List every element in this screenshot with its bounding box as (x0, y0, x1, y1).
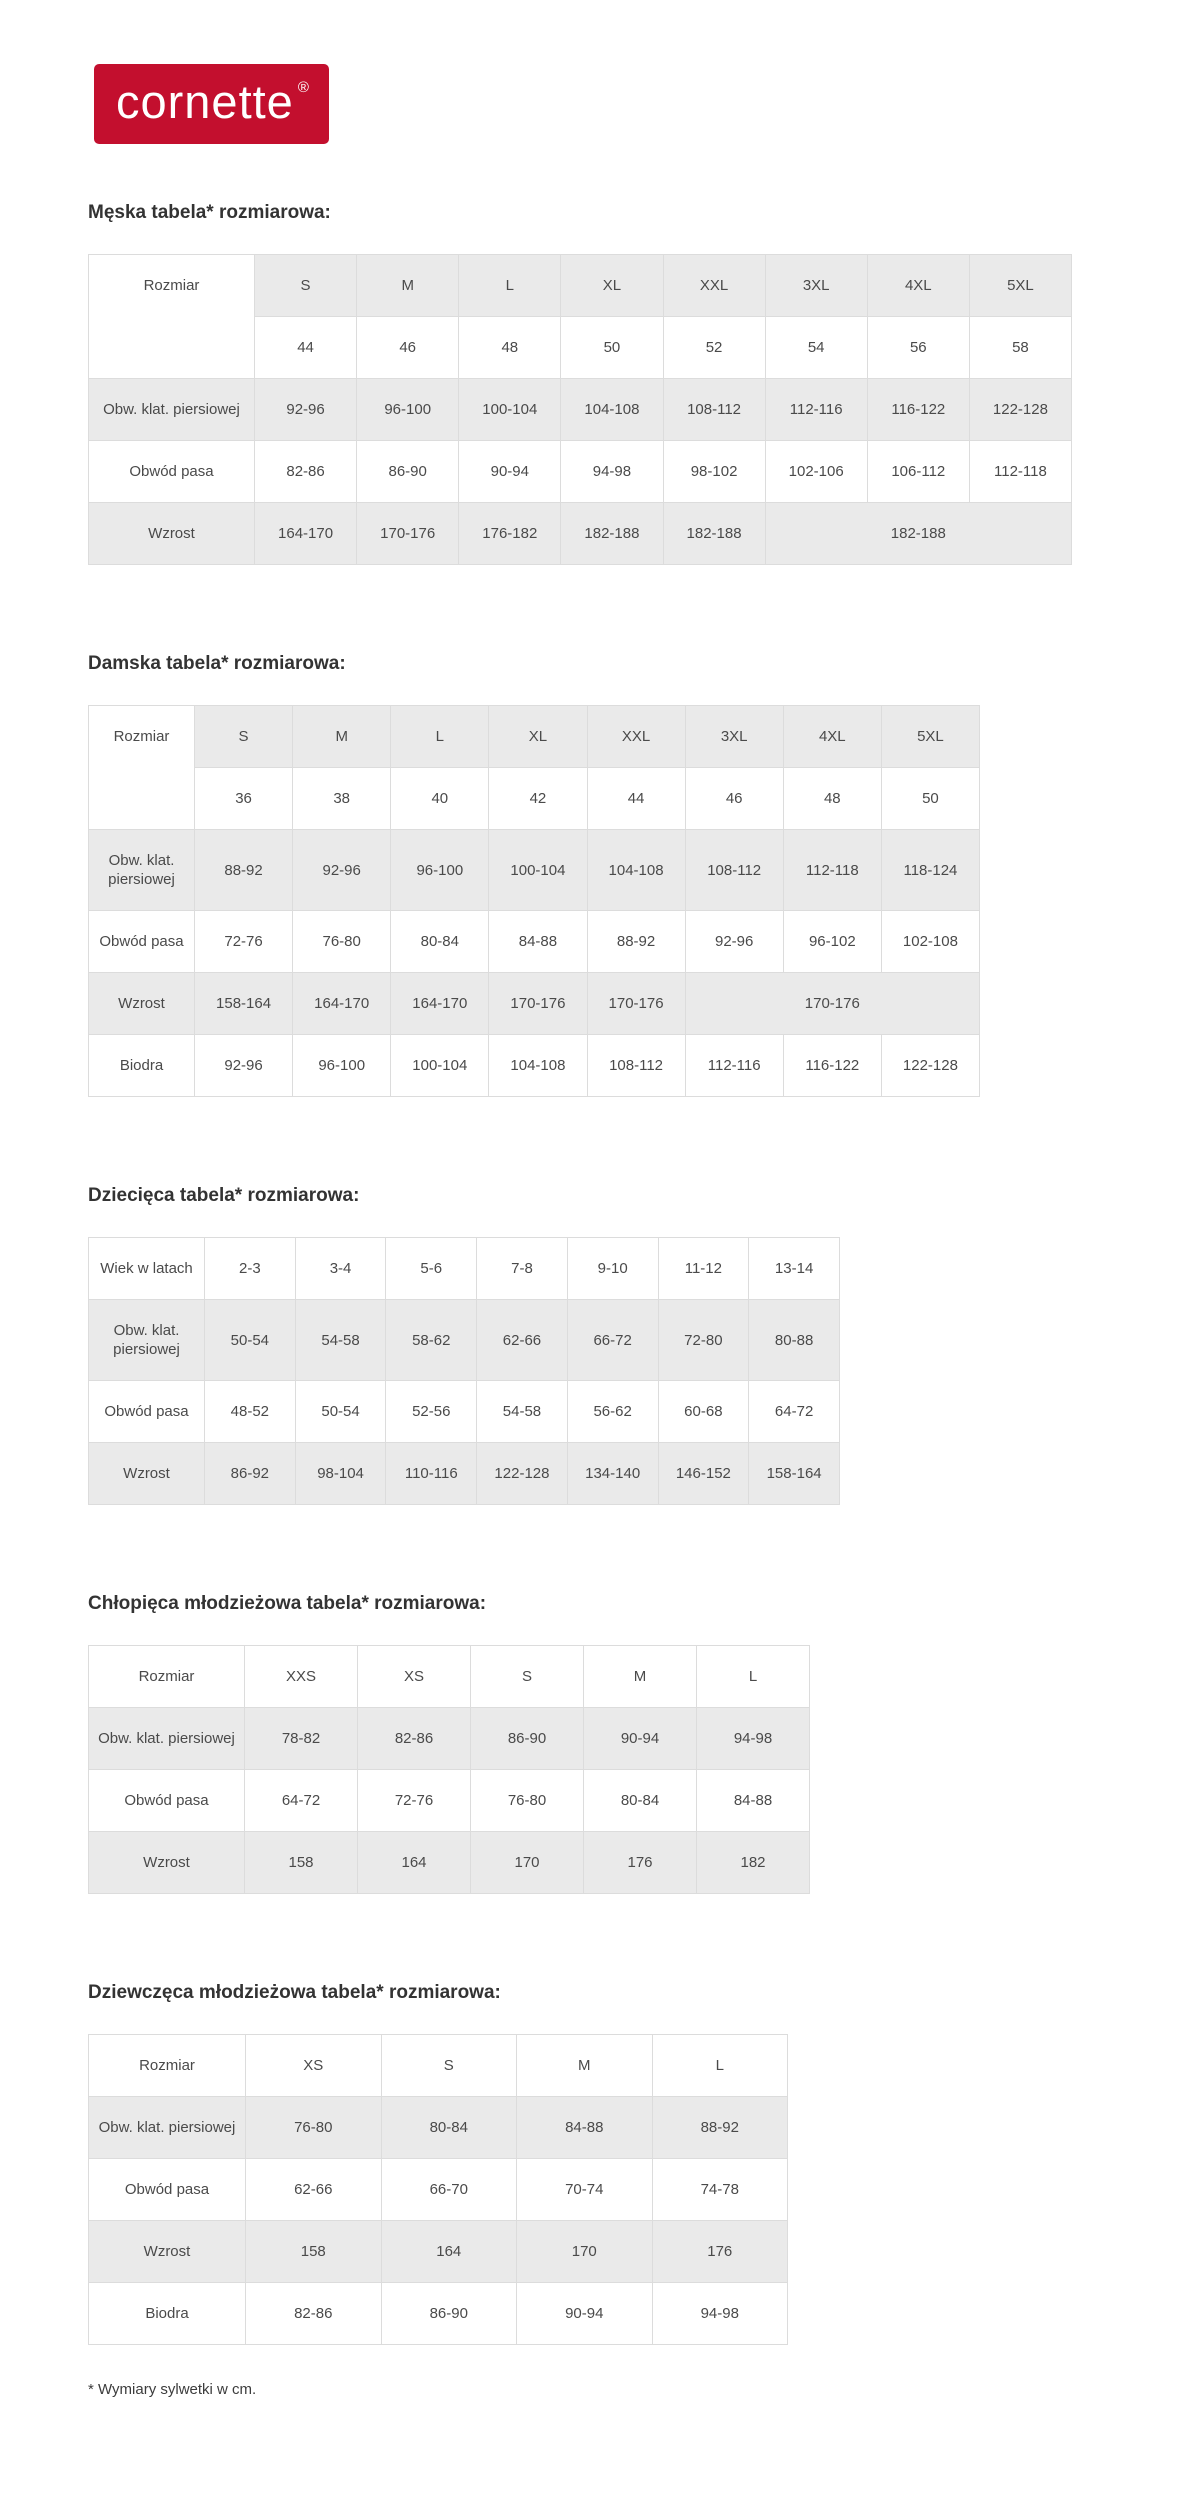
size-number-cell: 46 (357, 317, 459, 379)
measurement-label-cell: Wzrost (89, 973, 195, 1035)
measurement-value-cell: 58-62 (386, 1300, 477, 1381)
section-title-women: Damska tabela* rozmiarowa: (88, 653, 346, 674)
measurement-value-cell: 112-116 (765, 379, 867, 441)
measurement-value-cell: 96-100 (391, 830, 489, 911)
size-letter-cell: S (381, 2035, 517, 2097)
measurement-value-cell: 76-80 (471, 1770, 584, 1832)
measurement-value-cell: 98-102 (663, 441, 765, 503)
measurement-value-cell: 158 (246, 2221, 382, 2283)
size-letter-cell: 11-12 (658, 1238, 749, 1300)
measurement-label-cell: Obw. klat. piersiowej (89, 379, 255, 441)
measurement-value-cell: 164-170 (293, 973, 391, 1035)
measurement-value-cell: 90-94 (459, 441, 561, 503)
measurement-value-cell: 80-88 (749, 1300, 840, 1381)
size-table-girls (88, 2034, 788, 2345)
measurement-value-cell: 170 (517, 2221, 653, 2283)
measurement-value-cell: 70-74 (517, 2159, 653, 2221)
size-number-cell: 38 (293, 768, 391, 830)
measurement-value-cell: 90-94 (517, 2283, 653, 2345)
measurement-value-cell: 86-90 (357, 441, 459, 503)
size-number-cell: 58 (969, 317, 1071, 379)
measurement-value-cell: 82-86 (255, 441, 357, 503)
measurement-value-cell: 78-82 (245, 1708, 358, 1770)
measurement-value-cell: 158-164 (749, 1443, 840, 1505)
measurement-value-cell: 170-176 (587, 973, 685, 1035)
measurement-value-cell: 100-104 (489, 830, 587, 911)
measurement-value-cell: 182-188 (765, 503, 1071, 565)
measurement-value-cell: 104-108 (587, 830, 685, 911)
size-letter-cell: 3XL (765, 255, 867, 317)
table-row (89, 2097, 788, 2159)
size-letter-cell: XS (246, 2035, 382, 2097)
measurement-value-cell: 116-122 (867, 379, 969, 441)
size-letter-cell: S (195, 706, 293, 768)
measurement-value-cell: 164-170 (391, 973, 489, 1035)
measurement-value-cell: 86-90 (381, 2283, 517, 2345)
size-letter-cell: 3-4 (295, 1238, 386, 1300)
size-letter-cell: 7-8 (477, 1238, 568, 1300)
measurement-value-cell: 82-86 (246, 2283, 382, 2345)
size-letter-cell: M (357, 255, 459, 317)
size-letter-cell: L (391, 706, 489, 768)
measurement-value-cell: 122-128 (969, 379, 1071, 441)
measurement-value-cell: 62-66 (246, 2159, 382, 2221)
size-number-cell: 50 (881, 768, 979, 830)
measurement-value-cell: 86-92 (205, 1443, 296, 1505)
measurement-value-cell: 112-116 (685, 1035, 783, 1097)
size-letter-cell: XXS (245, 1646, 358, 1708)
measurement-value-cell: 176 (584, 1832, 697, 1894)
measurement-value-cell: 96-100 (293, 1035, 391, 1097)
size-letter-cell: XL (489, 706, 587, 768)
table-row (89, 911, 980, 973)
corner-cell: Rozmiar (89, 706, 195, 830)
measurement-value-cell: 92-96 (195, 1035, 293, 1097)
size-letter-cell: L (697, 1646, 810, 1708)
measurement-value-cell: 50-54 (205, 1300, 296, 1381)
measurement-value-cell: 72-80 (658, 1300, 749, 1381)
section-title-men: Męska tabela* rozmiarowa: (88, 202, 331, 223)
measurement-value-cell: 110-116 (386, 1443, 477, 1505)
measurement-value-cell: 62-66 (477, 1300, 568, 1381)
measurement-value-cell: 84-88 (517, 2097, 653, 2159)
measurement-value-cell: 134-140 (567, 1443, 658, 1505)
page-header (0, 0, 1193, 144)
section-title-boys: Chłopięca młodzieżowa tabela* rozmiarowa: (88, 1593, 487, 1614)
measurement-value-cell: 90-94 (584, 1708, 697, 1770)
header-row (89, 1238, 840, 1300)
size-number-cell: 46 (685, 768, 783, 830)
size-letter-cell: 9-10 (567, 1238, 658, 1300)
measurement-value-cell: 146-152 (658, 1443, 749, 1505)
measurement-label-cell: Biodra (89, 2283, 246, 2345)
size-number-cell: 50 (561, 317, 663, 379)
table-row (89, 1300, 840, 1381)
size-number-cell: 40 (391, 768, 489, 830)
measurement-label-cell: Wzrost (89, 503, 255, 565)
measurement-value-cell: 122-128 (881, 1035, 979, 1097)
size-table-boys (88, 1645, 810, 1894)
measurement-value-cell: 108-112 (587, 1035, 685, 1097)
brand-logo[interactable] (94, 64, 329, 144)
measurement-value-cell: 164-170 (255, 503, 357, 565)
table-row (89, 379, 1072, 441)
measurement-value-cell: 88-92 (195, 830, 293, 911)
table-row (89, 1708, 810, 1770)
table-row (89, 503, 1072, 565)
measurement-value-cell: 102-108 (881, 911, 979, 973)
measurement-label-cell: Obwód pasa (89, 911, 195, 973)
measurement-label-cell: Obwód pasa (89, 441, 255, 503)
size-number-cell: 48 (459, 317, 561, 379)
corner-cell: Rozmiar (89, 255, 255, 379)
header-row (89, 1646, 810, 1708)
measurement-value-cell: 92-96 (685, 911, 783, 973)
measurement-value-cell: 52-56 (386, 1381, 477, 1443)
size-letter-cell: XXL (663, 255, 765, 317)
table-row (89, 1381, 840, 1443)
measurement-value-cell: 88-92 (652, 2097, 788, 2159)
measurement-value-cell: 48-52 (205, 1381, 296, 1443)
section-boys (88, 1593, 1193, 1894)
size-number-cell: 44 (587, 768, 685, 830)
measurement-value-cell: 182 (697, 1832, 810, 1894)
measurement-value-cell: 56-62 (567, 1381, 658, 1443)
size-table-men (88, 254, 1072, 565)
size-letter-cell: 3XL (685, 706, 783, 768)
size-number-cell: 56 (867, 317, 969, 379)
measurement-value-cell: 122-128 (477, 1443, 568, 1505)
measurement-value-cell: 112-118 (783, 830, 881, 911)
table-row (89, 2159, 788, 2221)
size-letter-cell: 5XL (969, 255, 1071, 317)
measurement-label-cell: Biodra (89, 1035, 195, 1097)
measurement-value-cell: 94-98 (697, 1708, 810, 1770)
corner-cell: Wiek w latach (89, 1238, 205, 1300)
size-letter-cell: 5XL (881, 706, 979, 768)
size-letter-cell: M (517, 2035, 653, 2097)
measurement-value-cell: 164 (358, 1832, 471, 1894)
size-number-cell: 54 (765, 317, 867, 379)
measurement-value-cell: 158 (245, 1832, 358, 1894)
corner-cell: Rozmiar (89, 1646, 245, 1708)
measurement-label-cell: Obwód pasa (89, 1770, 245, 1832)
measurement-value-cell: 88-92 (587, 911, 685, 973)
measurement-value-cell: 182-188 (561, 503, 663, 565)
measurement-value-cell: 170-176 (685, 973, 979, 1035)
section-children (88, 1185, 1193, 1505)
header-row (89, 2035, 788, 2097)
measurement-value-cell: 92-96 (293, 830, 391, 911)
size-letter-cell: XXL (587, 706, 685, 768)
measurement-value-cell: 158-164 (195, 973, 293, 1035)
measurement-label-cell: Obw. klat. piersiowej (89, 2097, 246, 2159)
measurement-value-cell: 54-58 (477, 1381, 568, 1443)
measurement-value-cell: 64-72 (749, 1381, 840, 1443)
measurement-value-cell: 170 (471, 1832, 584, 1894)
measurement-value-cell: 102-106 (765, 441, 867, 503)
measurement-value-cell: 108-112 (685, 830, 783, 911)
size-letter-cell: 4XL (783, 706, 881, 768)
measurement-value-cell: 72-76 (358, 1770, 471, 1832)
section-girls (88, 1982, 1193, 2345)
size-table-women (88, 705, 980, 1097)
measurement-label-cell: Wzrost (89, 1832, 245, 1894)
measurement-value-cell: 112-118 (969, 441, 1071, 503)
size-number-cell: 48 (783, 768, 881, 830)
size-numbers-row (89, 768, 980, 830)
measurement-value-cell: 170-176 (489, 973, 587, 1035)
section-women (88, 653, 1193, 1097)
measurement-value-cell: 104-108 (561, 379, 663, 441)
measurement-value-cell: 66-72 (567, 1300, 658, 1381)
measurement-value-cell: 100-104 (459, 379, 561, 441)
measurement-value-cell: 182-188 (663, 503, 765, 565)
measurement-value-cell: 84-88 (489, 911, 587, 973)
measurement-value-cell: 92-96 (255, 379, 357, 441)
size-number-cell: 52 (663, 317, 765, 379)
section-title-girls: Dziewczęca młodzieżowa tabela* rozmiarowa: (88, 1982, 501, 2003)
measurement-value-cell: 84-88 (697, 1770, 810, 1832)
measurement-value-cell: 80-84 (584, 1770, 697, 1832)
size-letter-cell: M (584, 1646, 697, 1708)
measurement-value-cell: 118-124 (881, 830, 979, 911)
measurement-value-cell: 74-78 (652, 2159, 788, 2221)
measurement-value-cell: 94-98 (652, 2283, 788, 2345)
size-letters-row (89, 255, 1072, 317)
size-letter-cell: S (471, 1646, 584, 1708)
brand-logo-text: cornette (116, 75, 294, 128)
measurement-value-cell: 54-58 (295, 1300, 386, 1381)
size-number-cell: 42 (489, 768, 587, 830)
measurement-value-cell: 100-104 (391, 1035, 489, 1097)
size-number-cell: 36 (195, 768, 293, 830)
measurement-value-cell: 176 (652, 2221, 788, 2283)
measurement-value-cell: 50-54 (295, 1381, 386, 1443)
measurement-value-cell: 76-80 (293, 911, 391, 973)
measurement-value-cell: 76-80 (246, 2097, 382, 2159)
measurement-value-cell: 170-176 (357, 503, 459, 565)
size-letter-cell: 4XL (867, 255, 969, 317)
measurement-value-cell: 64-72 (245, 1770, 358, 1832)
size-letter-cell: S (255, 255, 357, 317)
size-letter-cell: L (459, 255, 561, 317)
table-row (89, 973, 980, 1035)
measurement-label-cell: Wzrost (89, 1443, 205, 1505)
table-row (89, 830, 980, 911)
section-men (88, 202, 1193, 565)
table-row (89, 1035, 980, 1097)
measurement-label-cell: Obwód pasa (89, 2159, 246, 2221)
measurement-value-cell: 94-98 (561, 441, 663, 503)
size-letter-cell: M (293, 706, 391, 768)
measurement-value-cell: 98-104 (295, 1443, 386, 1505)
section-title-children: Dziecięca tabela* rozmiarowa: (88, 1185, 360, 1206)
size-letter-cell: XS (358, 1646, 471, 1708)
table-row (89, 1770, 810, 1832)
measurement-value-cell: 104-108 (489, 1035, 587, 1097)
measurement-label-cell: Wzrost (89, 2221, 246, 2283)
measurement-value-cell: 96-102 (783, 911, 881, 973)
measurement-value-cell: 164 (381, 2221, 517, 2283)
size-table-children (88, 1237, 840, 1505)
measurement-value-cell: 80-84 (391, 911, 489, 973)
footnote: * Wymiary sylwetki w cm. (88, 2381, 257, 2398)
measurement-value-cell: 176-182 (459, 503, 561, 565)
measurement-value-cell: 116-122 (783, 1035, 881, 1097)
registered-trademark-icon: ® (297, 79, 309, 96)
size-letter-cell: 13-14 (749, 1238, 840, 1300)
measurement-value-cell: 66-70 (381, 2159, 517, 2221)
size-number-cell: 44 (255, 317, 357, 379)
table-row (89, 1443, 840, 1505)
table-row (89, 1832, 810, 1894)
measurement-value-cell: 96-100 (357, 379, 459, 441)
measurement-value-cell: 72-76 (195, 911, 293, 973)
measurement-value-cell: 108-112 (663, 379, 765, 441)
measurement-label-cell: Obw. klat. piersiowej (89, 1708, 245, 1770)
size-letters-row (89, 706, 980, 768)
measurement-label-cell: Obwód pasa (89, 1381, 205, 1443)
size-letter-cell: 2-3 (205, 1238, 296, 1300)
size-letter-cell: XL (561, 255, 663, 317)
table-row (89, 441, 1072, 503)
measurement-label-cell: Obw. klat. piersiowej (89, 1300, 205, 1381)
size-letter-cell: L (652, 2035, 788, 2097)
corner-cell: Rozmiar (89, 2035, 246, 2097)
table-row (89, 2221, 788, 2283)
measurement-value-cell: 86-90 (471, 1708, 584, 1770)
measurement-value-cell: 82-86 (358, 1708, 471, 1770)
table-row (89, 2283, 788, 2345)
measurement-value-cell: 106-112 (867, 441, 969, 503)
measurement-value-cell: 80-84 (381, 2097, 517, 2159)
measurement-label-cell: Obw. klat. piersiowej (89, 830, 195, 911)
size-charts (88, 202, 1193, 2398)
measurement-value-cell: 60-68 (658, 1381, 749, 1443)
size-letter-cell: 5-6 (386, 1238, 477, 1300)
